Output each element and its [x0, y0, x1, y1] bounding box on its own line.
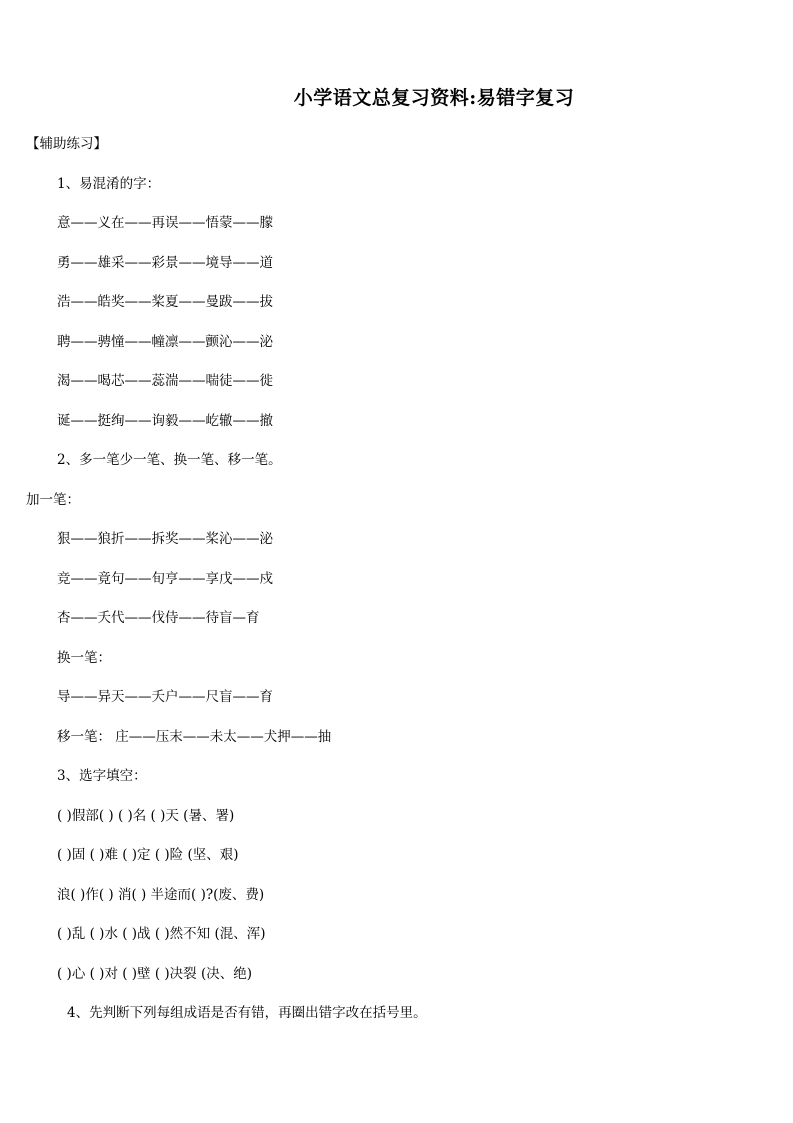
- fill-in-line: ( )乱 ( )水 ( )战 ( )然不知 (混、浑): [57, 926, 266, 942]
- fill-in-line: ( )假部( ) ( )名 ( )天 (暑、署): [57, 808, 235, 824]
- exercise-2-heading: 2、多一笔少一笔、换一笔、移一笔。: [57, 452, 282, 468]
- exercise-4-heading: 4、先判断下列每组成语是否有错，再圈出错字改在括号里。: [67, 1005, 427, 1021]
- word-pair-line: 诞——挺绚——询毅——屹辙——撤: [57, 413, 273, 429]
- exercise-1-heading: 1、易混淆的字：: [57, 176, 161, 192]
- exercise-3-heading: 3、选字填空：: [57, 768, 147, 784]
- move-stroke-line: 移一笔： 庄——压末——未太——犬押——抽: [57, 729, 332, 745]
- word-pair-line: 狠——狼折——拆奖——桨沁——泌: [57, 531, 273, 547]
- word-pair-line: 杏——夭代——伐侍——待盲—育: [57, 610, 260, 626]
- fill-in-line: 浪( )作( ) 消( ) 半途而( )?(废、费): [57, 887, 265, 903]
- add-stroke-heading: 加一笔：: [26, 492, 80, 508]
- word-pair-line: 聘——骋憧——幢凛——颤沁——泌: [57, 334, 273, 350]
- document-title: 小学语文总复习资料:易错字复习: [293, 87, 575, 109]
- word-pair-line: 渴——喝芯——蕊湍——喘徒——徙: [57, 373, 273, 389]
- change-stroke-heading: 换一笔：: [57, 650, 111, 666]
- fill-in-line: ( )心 ( )对 ( )壁 ( )决裂 (决、绝): [57, 966, 252, 982]
- word-pair-line: 意——义在——再误——悟蒙——朦: [57, 215, 273, 231]
- section-heading-auxiliary-practice: 【辅助练习】: [26, 136, 107, 152]
- word-pair-line: 竞——竟句——旬亨——享戊——戍: [57, 571, 273, 587]
- word-pair-line: 浩——皓奖——桨夏——曼跋——拔: [57, 294, 273, 310]
- word-pair-line: 导——异天——夭户——尺盲——育: [57, 689, 273, 705]
- word-pair-line: 勇——雄采——彩景——境导——道: [57, 255, 273, 271]
- fill-in-line: ( )固 ( )难 ( )定 ( )险 (坚、艰): [57, 847, 239, 863]
